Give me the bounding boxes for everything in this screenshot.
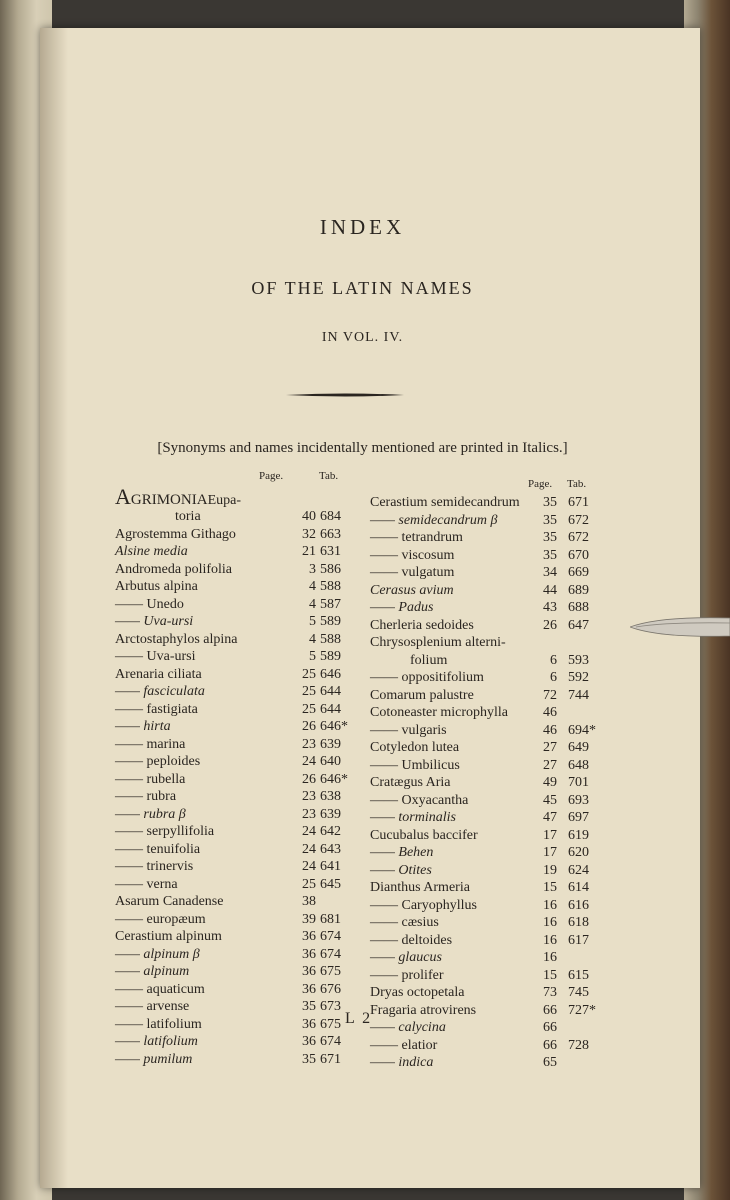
entry-name: Fragaria atrovirens [370, 1002, 477, 1018]
entry-name: —— rubra [115, 789, 177, 804]
entry-name: —— cæsius [370, 915, 439, 930]
entry-tab: 618 [568, 915, 589, 930]
right-entry-list [370, 494, 598, 1072]
index-entry [115, 753, 353, 771]
index-entry [370, 704, 598, 722]
entry-page: 6 [550, 652, 557, 668]
index-entry [370, 792, 598, 810]
index-entry [115, 911, 353, 929]
index-entry [370, 757, 598, 775]
index-entry [370, 827, 598, 845]
entry-tab: 688 [568, 600, 589, 615]
entry-name: Cerastium semidecandrum [370, 495, 520, 510]
entry-tab: 646 [320, 666, 341, 682]
entry-tab: 640 [320, 754, 341, 769]
entry-page: 40 [302, 509, 316, 524]
index-entry [370, 669, 598, 687]
index-entry [370, 582, 598, 600]
entry-page: 24 [302, 824, 316, 839]
entry-page: 15 [543, 967, 557, 983]
entry-page: 35 [543, 495, 557, 510]
entry-tab: 631 [320, 544, 341, 559]
entry-tab: 617 [568, 932, 589, 948]
entry-page: 43 [543, 600, 557, 615]
entry-name: Cherleria sedoides [370, 617, 474, 633]
entry-page: 19 [543, 862, 557, 878]
entry-page: 72 [543, 687, 557, 703]
entry-tab: 648 [568, 757, 589, 773]
entry-page: 16 [543, 915, 557, 930]
index-entry [370, 1002, 598, 1020]
entry-name: —— Uva-ursi [115, 614, 194, 629]
entry-page: 32 [302, 526, 316, 542]
entry-tab: 693 [568, 792, 589, 808]
index-entry [370, 914, 598, 932]
entry-page: 21 [302, 544, 316, 559]
entry-page: 5 [309, 614, 316, 629]
entry-name: —— Padus [370, 600, 434, 615]
entry-page: 4 [309, 631, 316, 647]
entry-page: 24 [302, 841, 316, 857]
index-entry [370, 652, 598, 670]
index-entry [370, 687, 598, 705]
index-entry [115, 486, 353, 508]
column-header-left [115, 470, 353, 486]
entry-tab: 728 [568, 1037, 589, 1053]
entry-page: 66 [543, 1020, 557, 1035]
entry-tab: 744 [568, 687, 589, 703]
entry-tab: 616 [568, 897, 589, 913]
entry-name: —— verna [115, 876, 178, 892]
entry-name: —— deltoides [370, 932, 453, 948]
entry-tab: 647 [568, 617, 589, 633]
entry-page: 38 [302, 894, 316, 909]
entry-name: —— rubella [115, 771, 186, 787]
entry-page: 26 [302, 719, 316, 734]
entry-page: 25 [302, 701, 316, 717]
index-entry [370, 809, 598, 827]
entry-name: —— glaucus [370, 950, 442, 965]
entry-page: 6 [550, 670, 557, 685]
index-entry [370, 1037, 598, 1055]
entry-page: 5 [309, 649, 316, 664]
entry-page: 35 [543, 547, 557, 563]
entry-name: —— semidecandrum β [370, 512, 498, 528]
entry-page: 47 [543, 810, 557, 825]
index-entry [370, 879, 598, 897]
index-entry [370, 949, 598, 967]
index-column-right [370, 478, 598, 1072]
entry-name: —— vulgatum [370, 565, 455, 580]
entry-tab: 614 [568, 880, 589, 895]
entry-page: 17 [543, 827, 557, 843]
entry-name: —— latifolium [115, 1016, 202, 1032]
index-entry [115, 736, 353, 754]
entry-tab: 643 [320, 841, 341, 857]
entry-name: folium [410, 652, 448, 668]
entry-tab: 624 [568, 862, 589, 878]
index-entry [370, 529, 598, 547]
entry-name: —— Behen [370, 845, 434, 860]
index-entry [370, 739, 598, 757]
entry-page: 17 [543, 845, 557, 860]
entry-tab: 663 [320, 526, 341, 542]
index-entry [115, 841, 353, 859]
index-entry [115, 508, 353, 526]
entry-name: Dianthus Armeria [370, 880, 470, 895]
entry-tab: 639 [320, 806, 341, 822]
entry-page: 26 [543, 617, 557, 633]
index-entry [115, 823, 353, 841]
entry-name: Cotyledon lutea [370, 740, 460, 755]
entry-page: 27 [543, 740, 557, 755]
column-header-right [370, 478, 598, 494]
entry-name: —— Umbilicus [370, 757, 460, 773]
entry-tab: 592 [568, 670, 589, 685]
entry-page: 15 [543, 880, 557, 895]
index-entry [370, 617, 598, 635]
entry-name: Alsine media [115, 544, 188, 559]
entry-name: Cerastium alpinum [115, 929, 222, 944]
entry-name: —— europæum [115, 911, 206, 927]
entry-name: Arctostaphylos alpina [115, 631, 238, 647]
entry-name-continued: Eupa- [207, 493, 241, 508]
index-entry [370, 967, 598, 985]
entry-page: 26 [302, 771, 316, 787]
page-gutter-shadow [40, 28, 68, 1188]
index-entry [370, 564, 598, 582]
signature-mark: L 2 [345, 1010, 373, 1027]
entry-tab: 620 [568, 845, 589, 860]
entry-name: GRIMONIA [130, 492, 208, 508]
entry-name: —— hirta [115, 719, 171, 734]
index-entry [115, 578, 353, 596]
volume-label: IN VOL. IV. [321, 330, 404, 345]
entry-tab: 642 [320, 824, 341, 839]
index-entry [370, 634, 598, 652]
entry-name: —— serpyllifolia [115, 824, 215, 839]
entry-page: 66 [543, 1037, 557, 1053]
entry-page: 39 [302, 911, 316, 927]
entry-page: 16 [543, 897, 557, 913]
entry-tab: 639 [320, 736, 341, 752]
entry-name: —— fasciculata [115, 684, 205, 699]
entry-tab: 727* [568, 1002, 596, 1018]
entry-page: 4 [309, 579, 316, 594]
entry-page: 16 [543, 950, 557, 965]
entry-name: —— alpinum β [115, 946, 200, 962]
entry-name: Asarum Canadense [115, 894, 224, 909]
entry-page: 23 [302, 789, 316, 804]
entry-tab: 638 [320, 789, 341, 804]
index-entry [115, 1033, 353, 1051]
entry-name: —— peploides [115, 754, 201, 769]
index-entry [115, 771, 353, 789]
index-entry [115, 928, 353, 946]
index-entry [115, 998, 353, 1016]
entry-name: —— aquaticum [115, 981, 205, 997]
entry-name: —— elatior [370, 1037, 438, 1053]
index-entry [370, 494, 598, 512]
entry-page: 45 [543, 792, 557, 808]
entry-tab: 745 [568, 985, 589, 1000]
index-entry [370, 512, 598, 530]
entry-tab: 645 [320, 876, 341, 892]
entry-page: 36 [302, 964, 316, 979]
entry-name: Cotoneaster microphylla [370, 705, 509, 720]
index-entry [115, 876, 353, 894]
entry-page: 49 [543, 775, 557, 790]
entry-page: 66 [543, 1002, 557, 1018]
entry-page: 65 [543, 1055, 557, 1070]
index-entry [370, 547, 598, 565]
entry-tab: 646* [320, 719, 348, 734]
index-entry [115, 788, 353, 806]
entry-tab: 672 [568, 512, 589, 528]
entry-name: —— indica [370, 1055, 434, 1070]
entry-name: —— arvense [115, 999, 190, 1014]
entry-tab: 697 [568, 810, 589, 825]
entry-page: 35 [302, 999, 316, 1014]
entry-name: —— Unedo [115, 596, 184, 612]
entry-tab: 689 [568, 582, 589, 598]
index-entry [370, 722, 598, 740]
entry-name: Arbutus alpina [115, 579, 198, 594]
entry-name: —— trinervis [115, 859, 194, 874]
entry-name: —— torminalis [370, 810, 456, 825]
entry-tab: 588 [320, 579, 341, 594]
entry-page: 16 [543, 932, 557, 948]
entry-name: —— Oxyacantha [370, 792, 469, 808]
index-entry [115, 613, 353, 631]
entry-tab: 649 [568, 740, 589, 755]
index-entry [115, 543, 353, 561]
entry-name: —— marina [115, 736, 186, 752]
entry-name: —— Otites [370, 862, 432, 878]
tab-header: Tab. [567, 478, 587, 490]
index-entry [370, 1019, 598, 1037]
drop-initial: A [115, 484, 131, 509]
entry-tab: 615 [568, 967, 589, 983]
index-entry [370, 897, 598, 915]
entry-name: —— latifolium [115, 1034, 198, 1049]
entry-page: 73 [543, 985, 557, 1000]
entry-name: —— Uva-ursi [115, 649, 196, 664]
entry-tab: 674 [320, 929, 341, 944]
entry-name: —— prolifer [370, 967, 444, 983]
index-entry [370, 932, 598, 950]
entry-tab: 644 [320, 684, 341, 699]
entry-tab: 684 [320, 509, 341, 524]
index-entry [370, 862, 598, 880]
index-entry [115, 631, 353, 649]
entry-name: —— pumilum [115, 1051, 193, 1067]
index-subtitle: OF THE LATIN NAMES [251, 278, 474, 298]
tab-header: Tab. [319, 470, 339, 482]
entry-tab: 588 [320, 631, 341, 647]
entry-page: 35 [302, 1051, 316, 1067]
entry-page: 46 [543, 722, 557, 738]
entry-name: —— fastigiata [115, 701, 198, 717]
index-entry [115, 806, 353, 824]
entry-tab: 671 [320, 1051, 341, 1067]
entry-page: 44 [543, 582, 557, 598]
page-header: Page. [259, 470, 284, 482]
entry-tab: 586 [320, 561, 341, 577]
entry-page: 36 [302, 1016, 316, 1032]
index-entry [370, 774, 598, 792]
index-entry [115, 893, 353, 911]
index-entry [115, 648, 353, 666]
entry-page: 25 [302, 876, 316, 892]
entry-page: 23 [302, 806, 316, 822]
page-header: Page. [528, 478, 553, 490]
index-entry [115, 526, 353, 544]
index-entry [115, 946, 353, 964]
entry-name: —— calycina [370, 1020, 446, 1035]
entry-tab: 675 [320, 964, 341, 979]
index-entry [115, 1051, 353, 1069]
entry-page: 35 [543, 512, 557, 528]
entry-name: toria [175, 509, 201, 524]
entry-tab: 674 [320, 946, 341, 962]
entry-tab: 593 [568, 652, 589, 668]
index-entry [115, 858, 353, 876]
index-entry [115, 666, 353, 684]
entry-tab: 587 [320, 596, 341, 612]
entry-tab: 673 [320, 999, 341, 1014]
entry-page: 25 [302, 684, 316, 699]
ornamental-rule [286, 393, 404, 397]
entry-name: Dryas octopetala [370, 985, 465, 1000]
entry-page: 23 [302, 736, 316, 752]
entry-page: 36 [302, 929, 316, 944]
index-entry [370, 844, 598, 862]
entry-tab: 589 [320, 649, 341, 664]
left-entry-list [115, 526, 353, 1069]
entry-name: —— viscosum [370, 547, 455, 563]
entry-tab: 669 [568, 565, 589, 580]
entry-page: 3 [309, 561, 316, 577]
entry-tab: 619 [568, 827, 589, 843]
index-column-left [115, 470, 353, 1068]
page-knife-blade [630, 614, 730, 640]
entry-tab: 671 [568, 495, 589, 510]
entry-name: —— Caryophyllus [370, 897, 477, 913]
entry-name: —— oppositifolium [370, 670, 484, 685]
index-entry [115, 981, 353, 999]
italics-note: [Synonyms and names incidentally mentioned are printed in Italics.] [157, 440, 568, 456]
entry-name: Cucubalus baccifer [370, 827, 478, 843]
index-entry [115, 701, 353, 719]
entry-tab: 674 [320, 1034, 341, 1049]
entry-name: —— alpinum [115, 964, 190, 979]
entry-tab: 672 [568, 530, 589, 545]
entry-page: 36 [302, 946, 316, 962]
entry-tab: 694* [568, 722, 596, 738]
entry-name: Arenaria ciliata [115, 666, 202, 682]
entry-name: —— rubra β [115, 806, 186, 822]
entry-name: Cerasus avium [370, 582, 454, 598]
entry-name: —— vulgaris [370, 722, 447, 738]
entry-tab: 641 [320, 859, 341, 874]
index-entry [115, 1016, 353, 1034]
entry-page: 24 [302, 859, 316, 874]
entry-page: 46 [543, 705, 557, 720]
entry-tab: 675 [320, 1016, 341, 1032]
index-entry [115, 561, 353, 579]
index-entry [370, 984, 598, 1002]
index-entry [115, 718, 353, 736]
entry-tab: 701 [568, 775, 589, 790]
entry-tab: 646* [320, 771, 348, 787]
entry-tab: 644 [320, 701, 341, 717]
entry-tab: 670 [568, 547, 589, 563]
entry-page: 27 [543, 757, 557, 773]
entry-page: 24 [302, 754, 316, 769]
entry-name: Chrysosplenium alterni- [370, 635, 506, 650]
index-entry [115, 963, 353, 981]
index-entry [370, 599, 598, 617]
entry-name: Agrostemma Githago [115, 526, 236, 542]
entry-tab: 589 [320, 614, 341, 629]
entry-page: 35 [543, 530, 557, 545]
index-entry [370, 1054, 598, 1072]
index-entry [115, 683, 353, 701]
entry-page: 36 [302, 1034, 316, 1049]
entry-page: 25 [302, 666, 316, 682]
index-entry [115, 596, 353, 614]
entry-name: —— tetrandrum [370, 530, 463, 545]
entry-page: 36 [302, 981, 316, 997]
entry-name: —— tenuifolia [115, 841, 201, 857]
index-title: INDEX [319, 215, 406, 239]
entry-page: 4 [309, 596, 316, 612]
entry-tab: 676 [320, 981, 341, 997]
entry-name: Andromeda polifolia [115, 561, 233, 577]
entry-tab: 681 [320, 911, 341, 927]
entry-name: Comarum palustre [370, 687, 474, 703]
entry-page: 34 [543, 565, 557, 580]
entry-name: Cratægus Aria [370, 775, 451, 790]
